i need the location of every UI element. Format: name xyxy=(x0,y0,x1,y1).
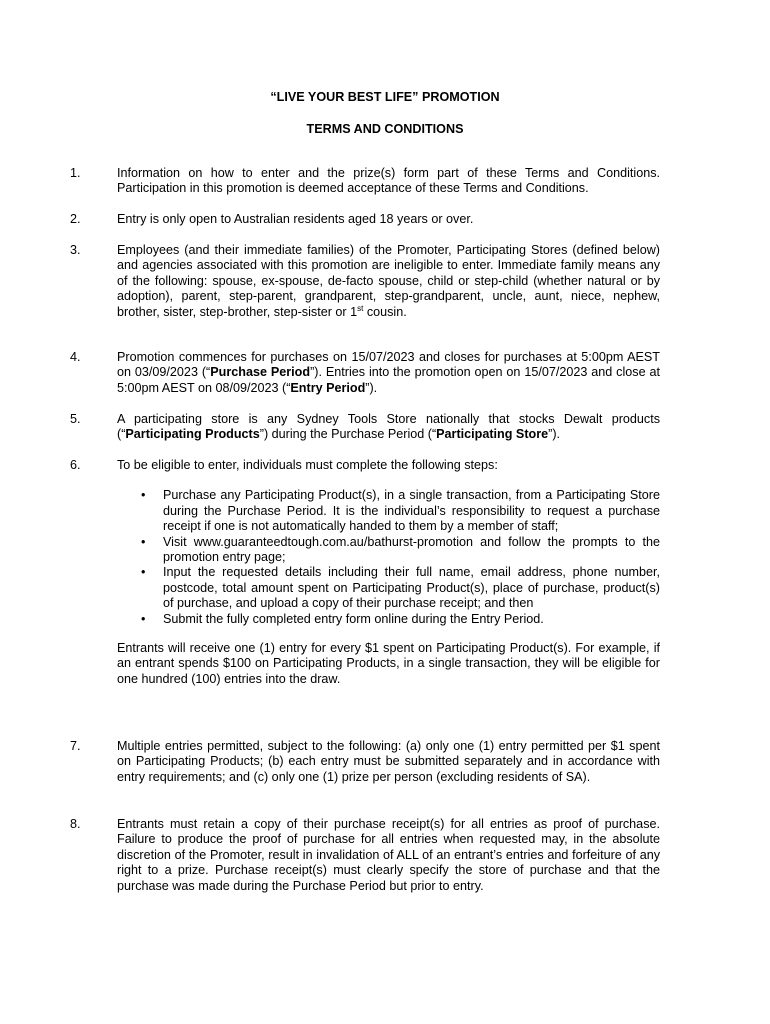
clause-text: Information on how to enter and the prize(s) form part of these Terms and Conditions. Participation in this promotion is deemed acceptance of these Terms and Conditions. xyxy=(117,166,660,196)
list-item: • Input the requested details including their full name, email address, phone number, postcode, total amount spent on Participating Product(s), place of purchase, product(s) of purchase, and upload a copy of their purchase receipt; and then xyxy=(141,565,660,611)
clause-number: 8. xyxy=(70,817,81,831)
clause-4 xyxy=(70,350,660,396)
clause-6 xyxy=(70,458,660,687)
clause-text: Promotion commences for purchases on 15/07/2023 and closes for purchases at 5:00pm AEST on 03/09/2023 (“Purchase Period”). Entries into the promotion open on 15/07/2023 and close at 5:00pm AEST on 08/09/2023 (“Entry Period”). xyxy=(117,350,660,395)
bullet-icon: • xyxy=(141,565,146,580)
bullet-icon: • xyxy=(141,611,146,626)
list-item: • Submit the fully completed entry form online during the Entry Period. xyxy=(141,611,544,626)
list-item: • Visit www.guaranteedtough.com.au/bathurst-promotion and follow the prompts to the promotion entry page; xyxy=(141,534,660,565)
clause-3 xyxy=(70,243,660,320)
clause-text: Entry is only open to Australian residents aged 18 years or over. xyxy=(117,212,474,226)
clause-text: Employees (and their immediate families) of the Promoter, Participating Stores (defined below) and agencies associated with this promotion are ineligible to enter. Immediate family means any of the following: spouse, ex-spouse, de-facto spouse, child or step-child (whether natural or by adoption), parent, step-parent, grandparent, step-grandparent, uncle, aunt, niece, nephew, brother, sister, step-brother, step-sister or 1st cousin. xyxy=(117,243,660,319)
clause-number: 1. xyxy=(70,166,81,180)
clause-number: 2. xyxy=(70,212,81,226)
clause-1 xyxy=(70,166,660,197)
clause-number: 3. xyxy=(70,243,81,257)
clause-text: Multiple entries permitted, subject to the following: (a) only one (1) entry permitted per $1 spent on Participating Products; (b) each entry must be submitted separately and in accordance with entry requirements; and (c) only one (1) prize per person (excluding residents of SA). xyxy=(117,739,660,784)
entry-explanation: Entrants will receive one (1) entry for every $1 spent on Participating Product(s). For example, if an entrant spends $100 on Participating Products, in a single transaction, they will be eligible for one hundred (100) entries into the draw. xyxy=(117,641,660,686)
document-subtitle: TERMS AND CONDITIONS xyxy=(306,122,464,136)
document-title: “LIVE YOUR BEST LIFE” PROMOTION xyxy=(270,90,500,104)
step-list xyxy=(141,488,660,627)
bullet-icon: • xyxy=(141,534,146,549)
clause-2 xyxy=(70,212,660,227)
clause-number: 6. xyxy=(70,458,81,472)
clause-text: A participating store is any Sydney Tools Store nationally that stocks Dewalt products (“Participating Products”) during the Purchase Period (“Participating Store”). xyxy=(117,412,660,442)
clause-text: To be eligible to enter, individuals must complete the following steps: • Purchase any Participating Product(s), in a single transaction, from a Participating Store during the Purchase Period. It is the individual’s responsibility to request a purchase receipt if one is not automatically handed to them by a member of staff; • Visit www.guaranteedtough.com.au/bathurst-promotion and follow the prompts to the promotion entry page; • Input the requested details including their full name, email address, phone number, postcode, total amount spent on Participating Product(s), place of purchase, product(s) of purchase, and upload a copy of their purchase receipt; and then • Submit the fully completed entry form online during the Entry Period. Entrants will receive one (1) entry for every $1 spent on Participating Product(s). For example, if an entrant spends $100 on Participating Products, in a single transaction, they will be eligible for one hundred (100) entries into the draw. xyxy=(117,458,660,686)
bullet-icon: • xyxy=(141,488,146,503)
clause-8 xyxy=(70,817,660,894)
clause-text: Entrants must retain a copy of their purchase receipt(s) for all entries as proof of purchase. Failure to produce the proof of purchase for all entries when requested may, in the absolute discretion of the Promoter, result in invalidation of ALL of an entrant’s entries and forfeiture of any right to a prize. Purchase receipt(s) must clearly specify the store of purchase and that the purchase was made during the Purchase Period but prior to entry. xyxy=(117,817,660,893)
clause-number: 7. xyxy=(70,739,81,753)
clause-number: 5. xyxy=(70,412,81,426)
clause-number: 4. xyxy=(70,350,81,364)
clause-7 xyxy=(70,739,660,785)
clause-5 xyxy=(70,412,660,443)
list-item: • Purchase any Participating Product(s), in a single transaction, from a Participating Store during the Purchase Period. It is the individual’s responsibility to request a purchase receipt if one is not automatically handed to them by a member of staff; xyxy=(141,488,660,534)
